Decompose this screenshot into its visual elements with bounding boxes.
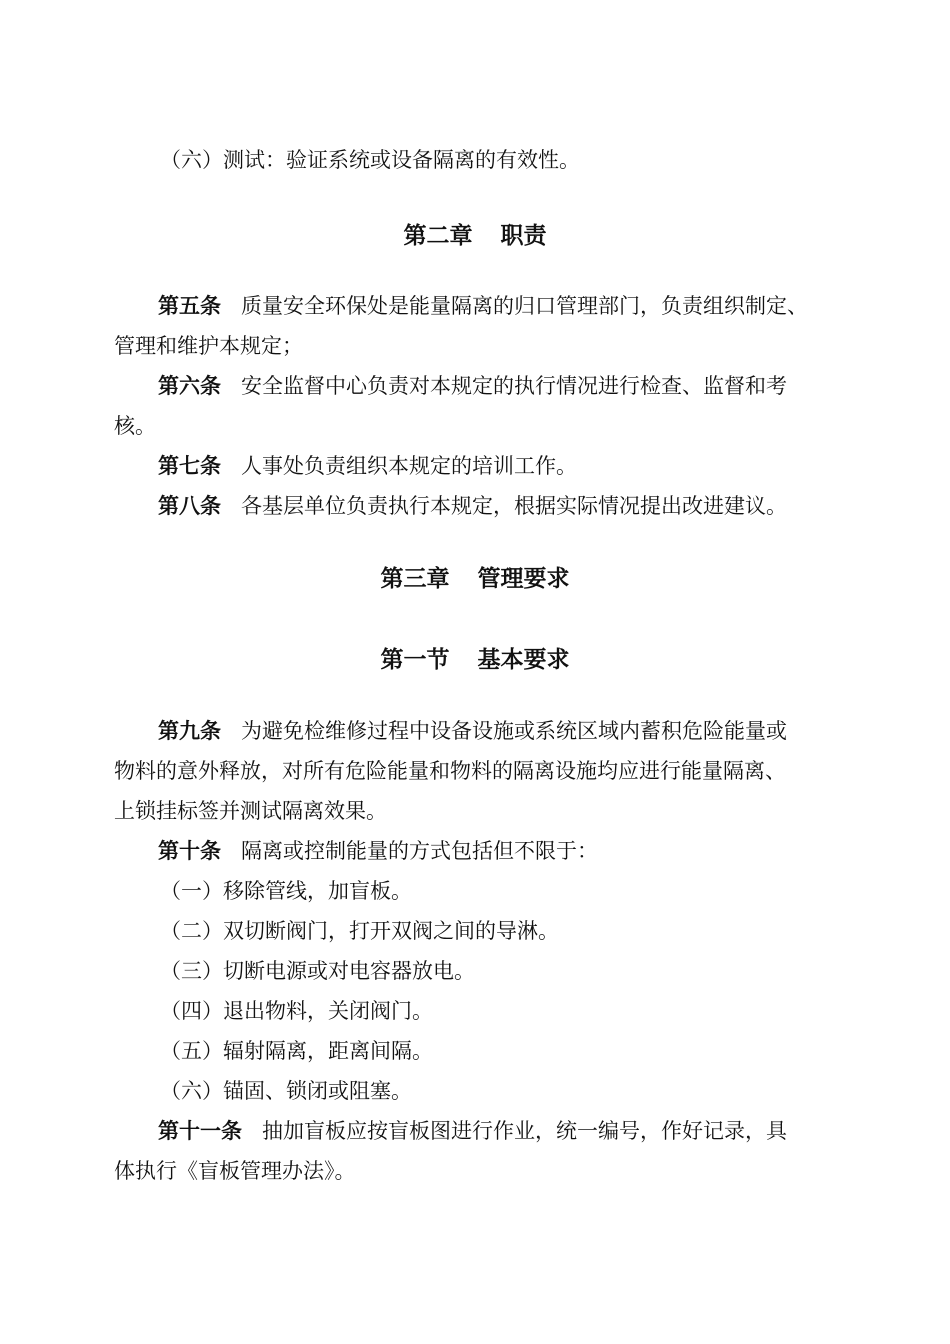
- list-item: （三）切断电源或对电容器放电。: [160, 959, 475, 983]
- chapter-title: 职责: [500, 223, 547, 249]
- article-11-line-2: 体执行《盲板管理办法》。: [114, 1159, 356, 1183]
- article-label: 第十条: [158, 839, 221, 863]
- list-item: （五）辐射隔离，距离间隔。: [160, 1039, 433, 1063]
- article-9-line-3: 上锁挂标签并测试隔离效果。: [114, 799, 387, 823]
- article-text: 隔离或控制能量的方式包括但不限于：: [241, 839, 598, 863]
- article-label: 第九条: [158, 719, 221, 743]
- list-item: （一）移除管线，加盲板。: [160, 879, 412, 903]
- article-8-line-1: [158, 491, 787, 521]
- article-text: 安全监督中心负责对本规定的执行情况进行检查、监督和考: [241, 374, 787, 398]
- article-label: 第八条: [158, 494, 221, 518]
- list-item: （二）双切断阀门，打开双阀之间的导淋。: [160, 919, 559, 943]
- section-number: 第一节: [380, 647, 450, 673]
- chapter-2-heading: [0, 220, 950, 252]
- article-text: 为避免检维修过程中设备设施或系统区域内蓄积危险能量或: [241, 719, 787, 743]
- article-6-line-1: [158, 371, 787, 401]
- article-label: 第七条: [158, 454, 221, 478]
- list-item: （六）锚固、锁闭或阻塞。: [160, 1079, 412, 1103]
- article-text: 抽加盲板应按盲板图进行作业，统一编号，作好记录，具: [262, 1119, 787, 1143]
- section-1-heading: [0, 644, 950, 676]
- article-5-line-2: 管理和维护本规定；: [114, 334, 303, 358]
- article-label: 第十一条: [158, 1119, 242, 1143]
- section-title: 基本要求: [477, 647, 570, 673]
- article-text: 各基层单位负责执行本规定，根据实际情况提出改进建议。: [241, 494, 787, 518]
- article-7-line-1: [158, 451, 577, 481]
- chapter-number: 第二章: [403, 223, 473, 249]
- article-5-line-1: [158, 291, 808, 321]
- article-6-line-2: 核。: [114, 414, 156, 438]
- list-item: （四）退出物料，关闭阀门。: [160, 999, 433, 1023]
- article-label: 第六条: [158, 374, 221, 398]
- article-9-line-1: [158, 716, 787, 746]
- article-label: 第五条: [158, 294, 221, 318]
- article-11-line-1: [158, 1116, 787, 1146]
- list-item-test: （六）测试：验证系统或设备隔离的有效性。: [160, 148, 580, 172]
- article-text: 质量安全环保处是能量隔离的归口管理部门，负责组织制定、: [241, 294, 808, 318]
- article-10-line-1: [158, 836, 598, 866]
- chapter-number: 第三章: [380, 566, 450, 592]
- chapter-3-heading: [0, 563, 950, 595]
- chapter-title: 管理要求: [477, 566, 570, 592]
- article-9-line-2: 物料的意外释放，对所有危险能量和物料的隔离设施均应进行能量隔离、: [114, 759, 786, 783]
- article-text: 人事处负责组织本规定的培训工作。: [241, 454, 577, 478]
